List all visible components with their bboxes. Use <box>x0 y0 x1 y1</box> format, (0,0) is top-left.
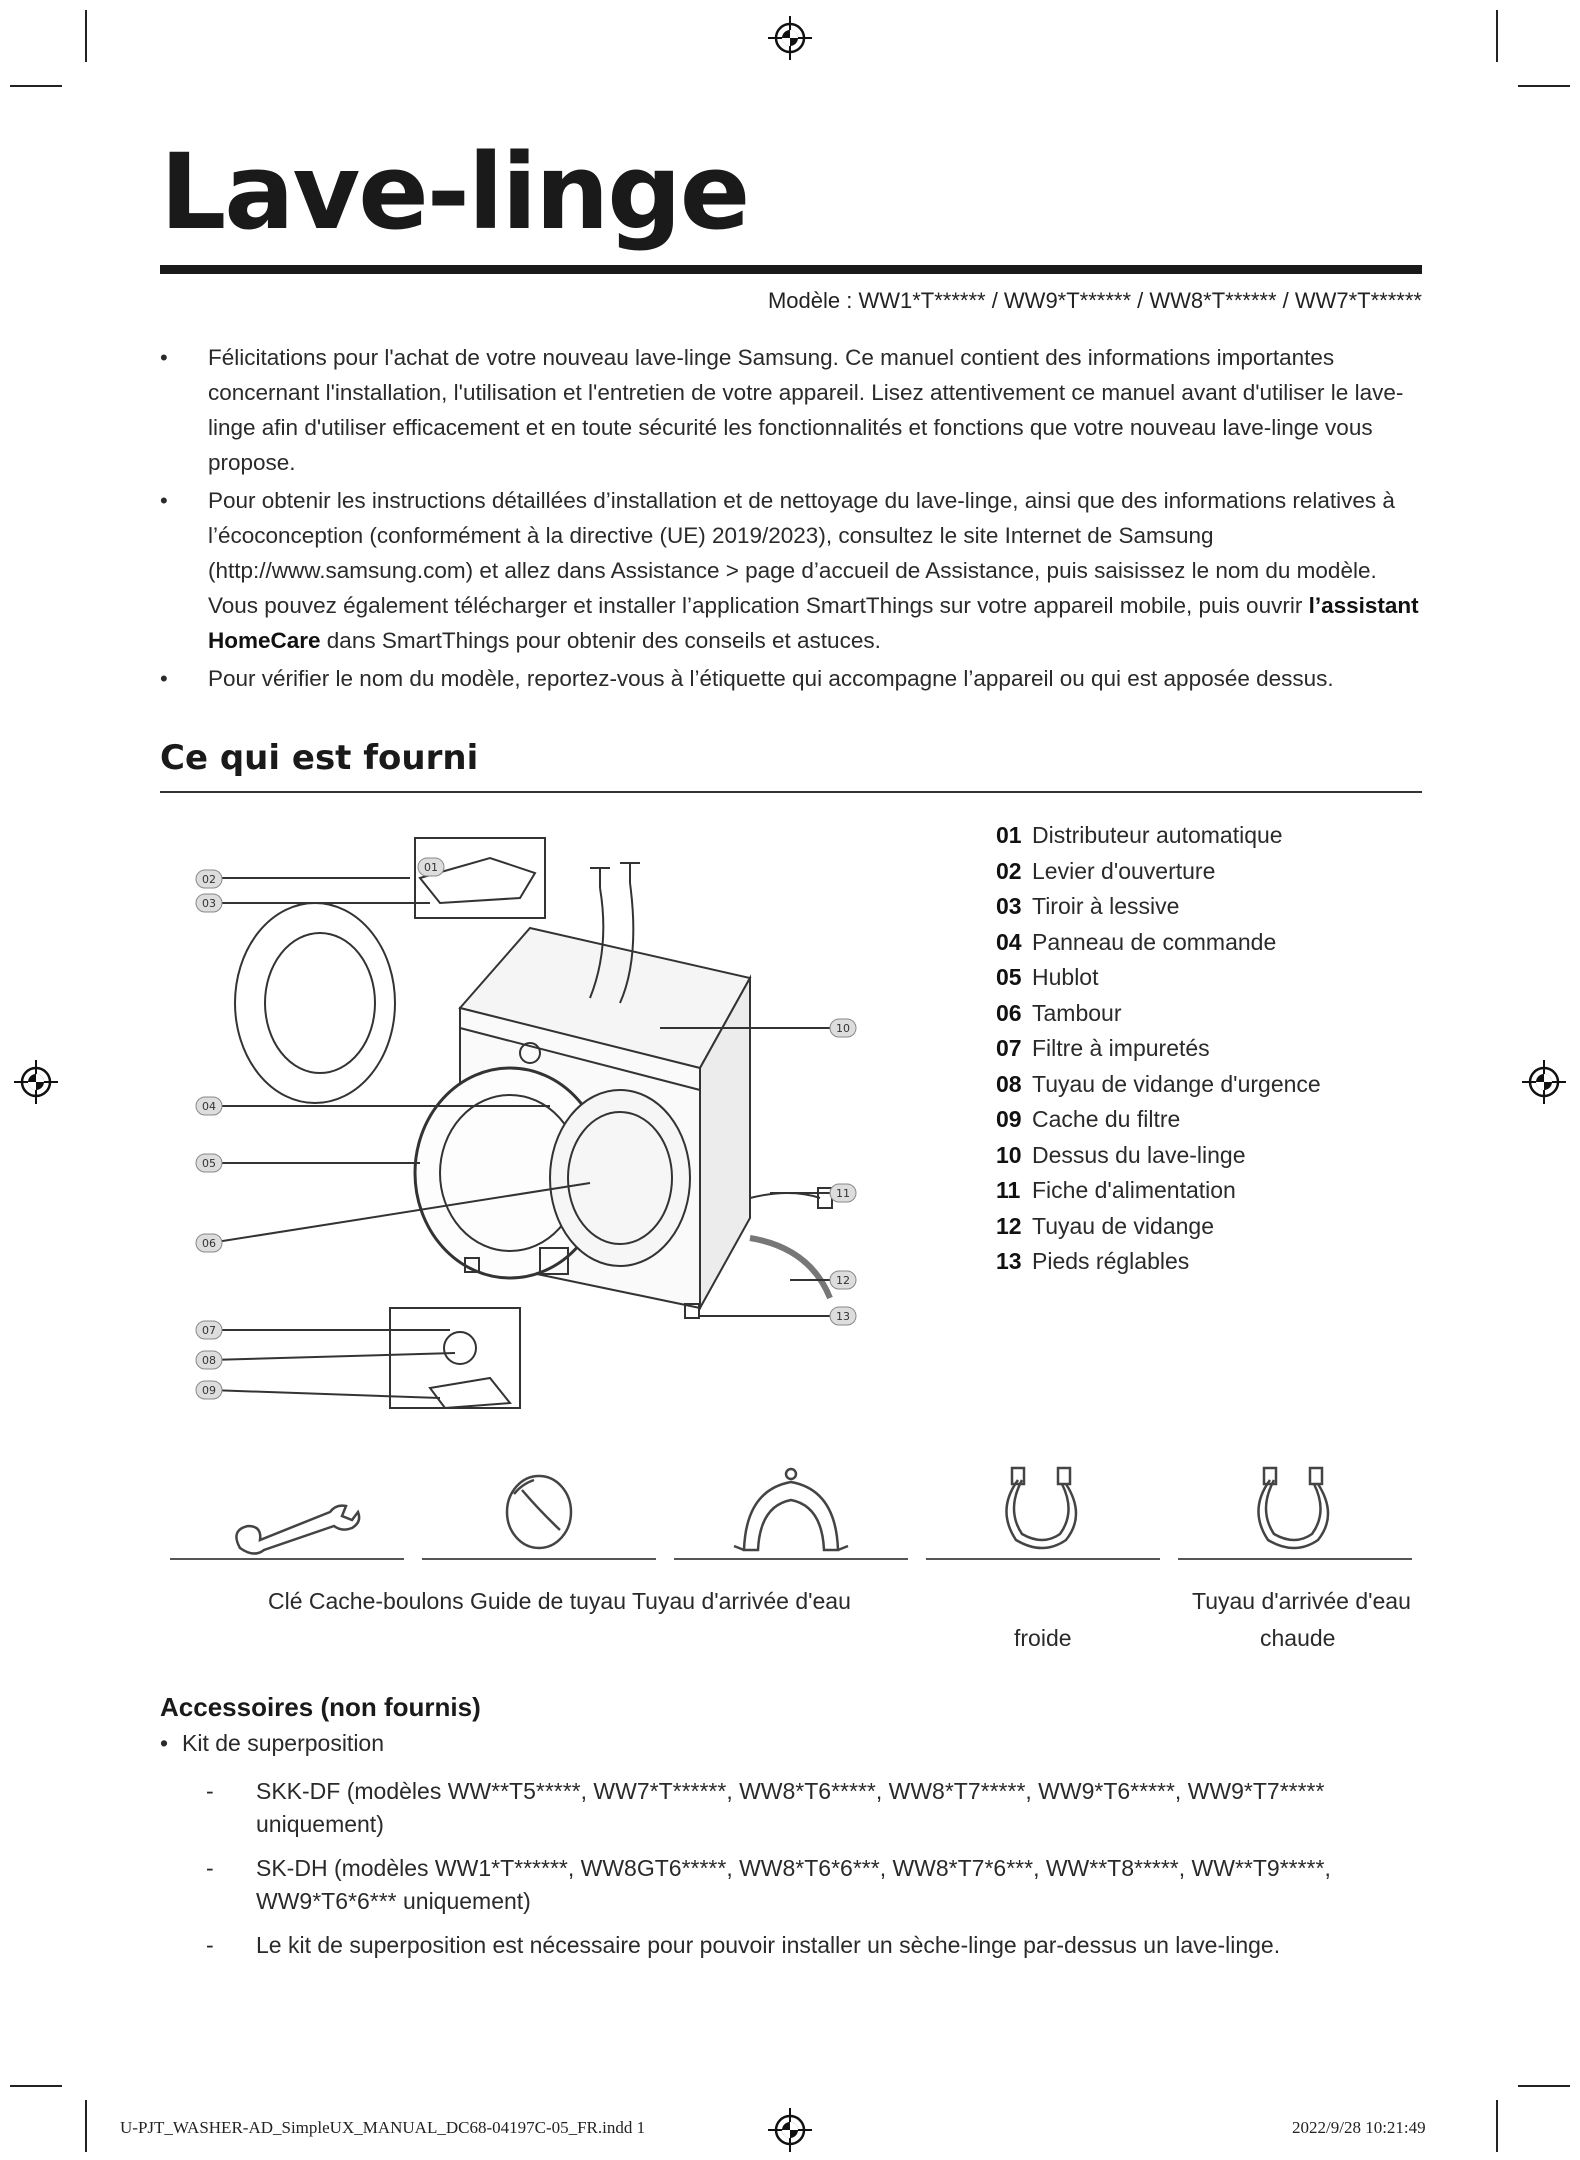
section-rule <box>160 791 1422 793</box>
hot-hose-label-line1: Tuyau d'arrivée d'eau <box>1192 1588 1411 1614</box>
callout-08 <box>196 1351 222 1369</box>
list-item <box>996 854 1416 890</box>
part-number: 05 <box>996 964 1022 990</box>
washer-diagram <box>190 828 890 1418</box>
file-slug: U-PJT_WASHER-AD_SimpleUX_MANUAL_DC68-04197C-05_FR.indd 1 <box>120 2118 646 2137</box>
registration-mark-icon <box>768 16 812 60</box>
crop-mark <box>85 2100 87 2152</box>
crop-mark <box>1518 85 1570 87</box>
list-item <box>996 1102 1416 1138</box>
hose-guide-icon <box>674 1460 908 1556</box>
list-item: - SK-DH (modèles WW1*T******, WW8GT6*****, WW8*T6*6***, WW8*T7*6***, WW**T8*****, WW**T9*****, WW9*T6*6*** uniquement) <box>200 1852 1422 1918</box>
svg-text:10: 10 <box>836 1022 850 1035</box>
callout-11 <box>830 1184 856 1202</box>
cold-water-hose-icon <box>926 1460 1160 1556</box>
parts-list <box>996 818 1416 1280</box>
part-number: 03 <box>996 893 1022 919</box>
supplied-item <box>1178 1460 1412 1560</box>
part-label: Tuyau de vidange <box>1032 1212 1215 1239</box>
supplied-items-labels: Clé Cache-boulons Guide de tuyau Tuyau d'arrivée d'eau <box>268 1588 851 1614</box>
supplied-item <box>674 1460 908 1560</box>
list-item <box>996 996 1416 1032</box>
hot-water-hose-icon <box>1178 1460 1412 1556</box>
callout-10 <box>830 1019 856 1037</box>
cold-hose-label-suffix: froide <box>1014 1625 1072 1651</box>
supplied-item <box>926 1460 1160 1560</box>
accessories-title: Accessoires (non fournis) <box>160 1692 481 1722</box>
part-number: 08 <box>996 1070 1022 1097</box>
page-title: Lave-linge <box>160 131 749 253</box>
stacking-kit-label: Kit de superposition <box>182 1730 385 1756</box>
part-number: 10 <box>996 1141 1022 1168</box>
supplied-items-row <box>160 1460 1422 1570</box>
svg-text:06: 06 <box>202 1237 216 1250</box>
part-label: Fiche d'alimentation <box>1032 1177 1236 1203</box>
part-number: 12 <box>996 1212 1022 1239</box>
stacking-kit-list <box>200 1775 1422 1973</box>
wrench-icon <box>170 1460 404 1556</box>
crop-mark <box>1496 10 1498 62</box>
part-label: Distributeur automatique <box>1032 822 1283 848</box>
intro-text: dans SmartThings pour obtenir des conseils et astuces. <box>320 628 881 653</box>
callout-02 <box>196 870 222 888</box>
bolt-cap-icon <box>422 1460 656 1556</box>
part-label: Filtre à impuretés <box>1032 1035 1210 1061</box>
intro-bullet <box>160 483 1422 658</box>
svg-text:08: 08 <box>202 1354 216 1367</box>
stacking-kit-item <box>160 1730 384 1757</box>
callout-13 <box>830 1307 856 1325</box>
callout-07 <box>196 1321 222 1339</box>
print-timestamp: 2022/9/28 10:21:49 <box>1292 2118 1426 2137</box>
callout-01 <box>418 858 444 876</box>
list-item: - SKK-DF (modèles WW**T5*****, WW7*T******, WW8*T6*****, WW8*T7*****, WW9*T6*****, WW9*T7***** uniquement) <box>200 1775 1422 1841</box>
part-label: Tuyau de vidange d'urgence <box>1032 1070 1321 1097</box>
homecare-label: l’assistant HomeCare <box>208 593 1419 653</box>
part-label: Cache du filtre <box>1032 1106 1181 1132</box>
supplied-item <box>170 1460 404 1560</box>
list-item <box>996 818 1416 854</box>
list-item <box>996 1067 1416 1103</box>
svg-text:05: 05 <box>202 1157 216 1170</box>
svg-text:04: 04 <box>202 1100 216 1113</box>
svg-text:01: 01 <box>424 861 438 874</box>
callout-09 <box>196 1381 222 1399</box>
part-label: Levier d'ouverture <box>1032 857 1216 884</box>
part-label: Tiroir à lessive <box>1032 893 1180 919</box>
part-number: 06 <box>996 999 1022 1026</box>
list-item <box>996 1138 1416 1174</box>
part-number: 09 <box>996 1106 1022 1132</box>
callout-12 <box>830 1271 856 1289</box>
list-item <box>996 1244 1416 1280</box>
part-number: 02 <box>996 857 1022 884</box>
registration-mark-icon <box>14 1060 58 1104</box>
part-number: 07 <box>996 1035 1022 1061</box>
svg-text:09: 09 <box>202 1384 216 1397</box>
crop-mark <box>85 10 87 62</box>
svg-text:11: 11 <box>836 1187 850 1200</box>
hot-hose-label-line2: chaude <box>1260 1625 1336 1651</box>
part-number: 01 <box>996 822 1022 848</box>
bullet-icon: • <box>160 1730 169 1756</box>
callout-04 <box>196 1097 222 1115</box>
list-item <box>996 889 1416 925</box>
crop-mark <box>10 85 62 87</box>
divider <box>926 1558 1160 1560</box>
part-number: 13 <box>996 1248 1022 1274</box>
callout-03 <box>196 894 222 912</box>
list-item <box>996 1209 1416 1245</box>
svg-text:03: 03 <box>202 897 216 910</box>
registration-mark-icon <box>1522 1060 1566 1104</box>
part-number: 11 <box>996 1177 1021 1203</box>
intro-text: Pour obtenir les instructions détaillées d’installation et de nettoyage du lave-linge, ainsi que des informations relatives à l’écoconception (conformément à la directive (UE) 2019/2023), consultez le site Internet de Samsung (http://www.samsung.com) et allez dans Assistance > page d’accueil de Assistance, puis saisissez le nom du modèle. Vous pouvez également télécharger et installer l’application SmartThings sur votre appareil mobile, puis ouvrir <box>208 488 1395 618</box>
divider <box>1178 1558 1412 1560</box>
callout-05 <box>196 1154 222 1172</box>
intro-bullet: • Félicitations pour l'achat de votre nouveau lave-linge Samsung. Ce manuel contient des informations importantes concernant l'installation, l'utilisation et l'entretien de votre appareil. Lisez attentivement ce manuel avant d'utiliser le lave-linge afin d'utiliser efficacement et en toute sécurité les fonctionnalités et fonctions que votre nouveau lave-linge vous propose. <box>160 340 1422 480</box>
crop-mark <box>10 2085 62 2087</box>
supplied-item <box>422 1460 656 1560</box>
svg-text:02: 02 <box>202 873 216 886</box>
section-title: Ce qui est fourni <box>160 738 479 778</box>
title-rule <box>160 265 1422 274</box>
divider <box>170 1558 404 1560</box>
list-item <box>996 1173 1416 1209</box>
part-label: Pieds réglables <box>1032 1248 1190 1274</box>
part-label: Panneau de commande <box>1032 928 1277 955</box>
svg-text:07: 07 <box>202 1324 216 1337</box>
crop-mark <box>1496 2100 1498 2152</box>
model-line: Modèle : WW1*T****** / WW9*T****** / WW8*T****** / WW7*T****** <box>767 288 1422 313</box>
callout-06 <box>196 1234 222 1252</box>
list-item <box>996 925 1416 961</box>
list-item: - Le kit de superposition est nécessaire pour pouvoir installer un sèche-linge par-dessus un lave-linge. <box>200 1929 1422 1962</box>
crop-mark <box>1518 2085 1570 2087</box>
svg-text:12: 12 <box>836 1274 850 1287</box>
part-label: Hublot <box>1032 964 1099 990</box>
divider <box>422 1558 656 1560</box>
registration-mark-icon <box>768 2108 812 2152</box>
part-label: Tambour <box>1032 999 1122 1026</box>
divider <box>674 1558 908 1560</box>
svg-text:13: 13 <box>836 1310 850 1323</box>
list-item <box>996 1031 1416 1067</box>
part-number: 04 <box>996 928 1022 955</box>
intro-bullet: • Pour vérifier le nom du modèle, reportez-vous à l’étiquette qui accompagne l’appareil ou qui est apposée dessus. <box>160 661 1422 696</box>
list-item <box>996 960 1416 996</box>
intro-list <box>160 340 1422 699</box>
part-label: Dessus du lave-linge <box>1032 1141 1246 1168</box>
